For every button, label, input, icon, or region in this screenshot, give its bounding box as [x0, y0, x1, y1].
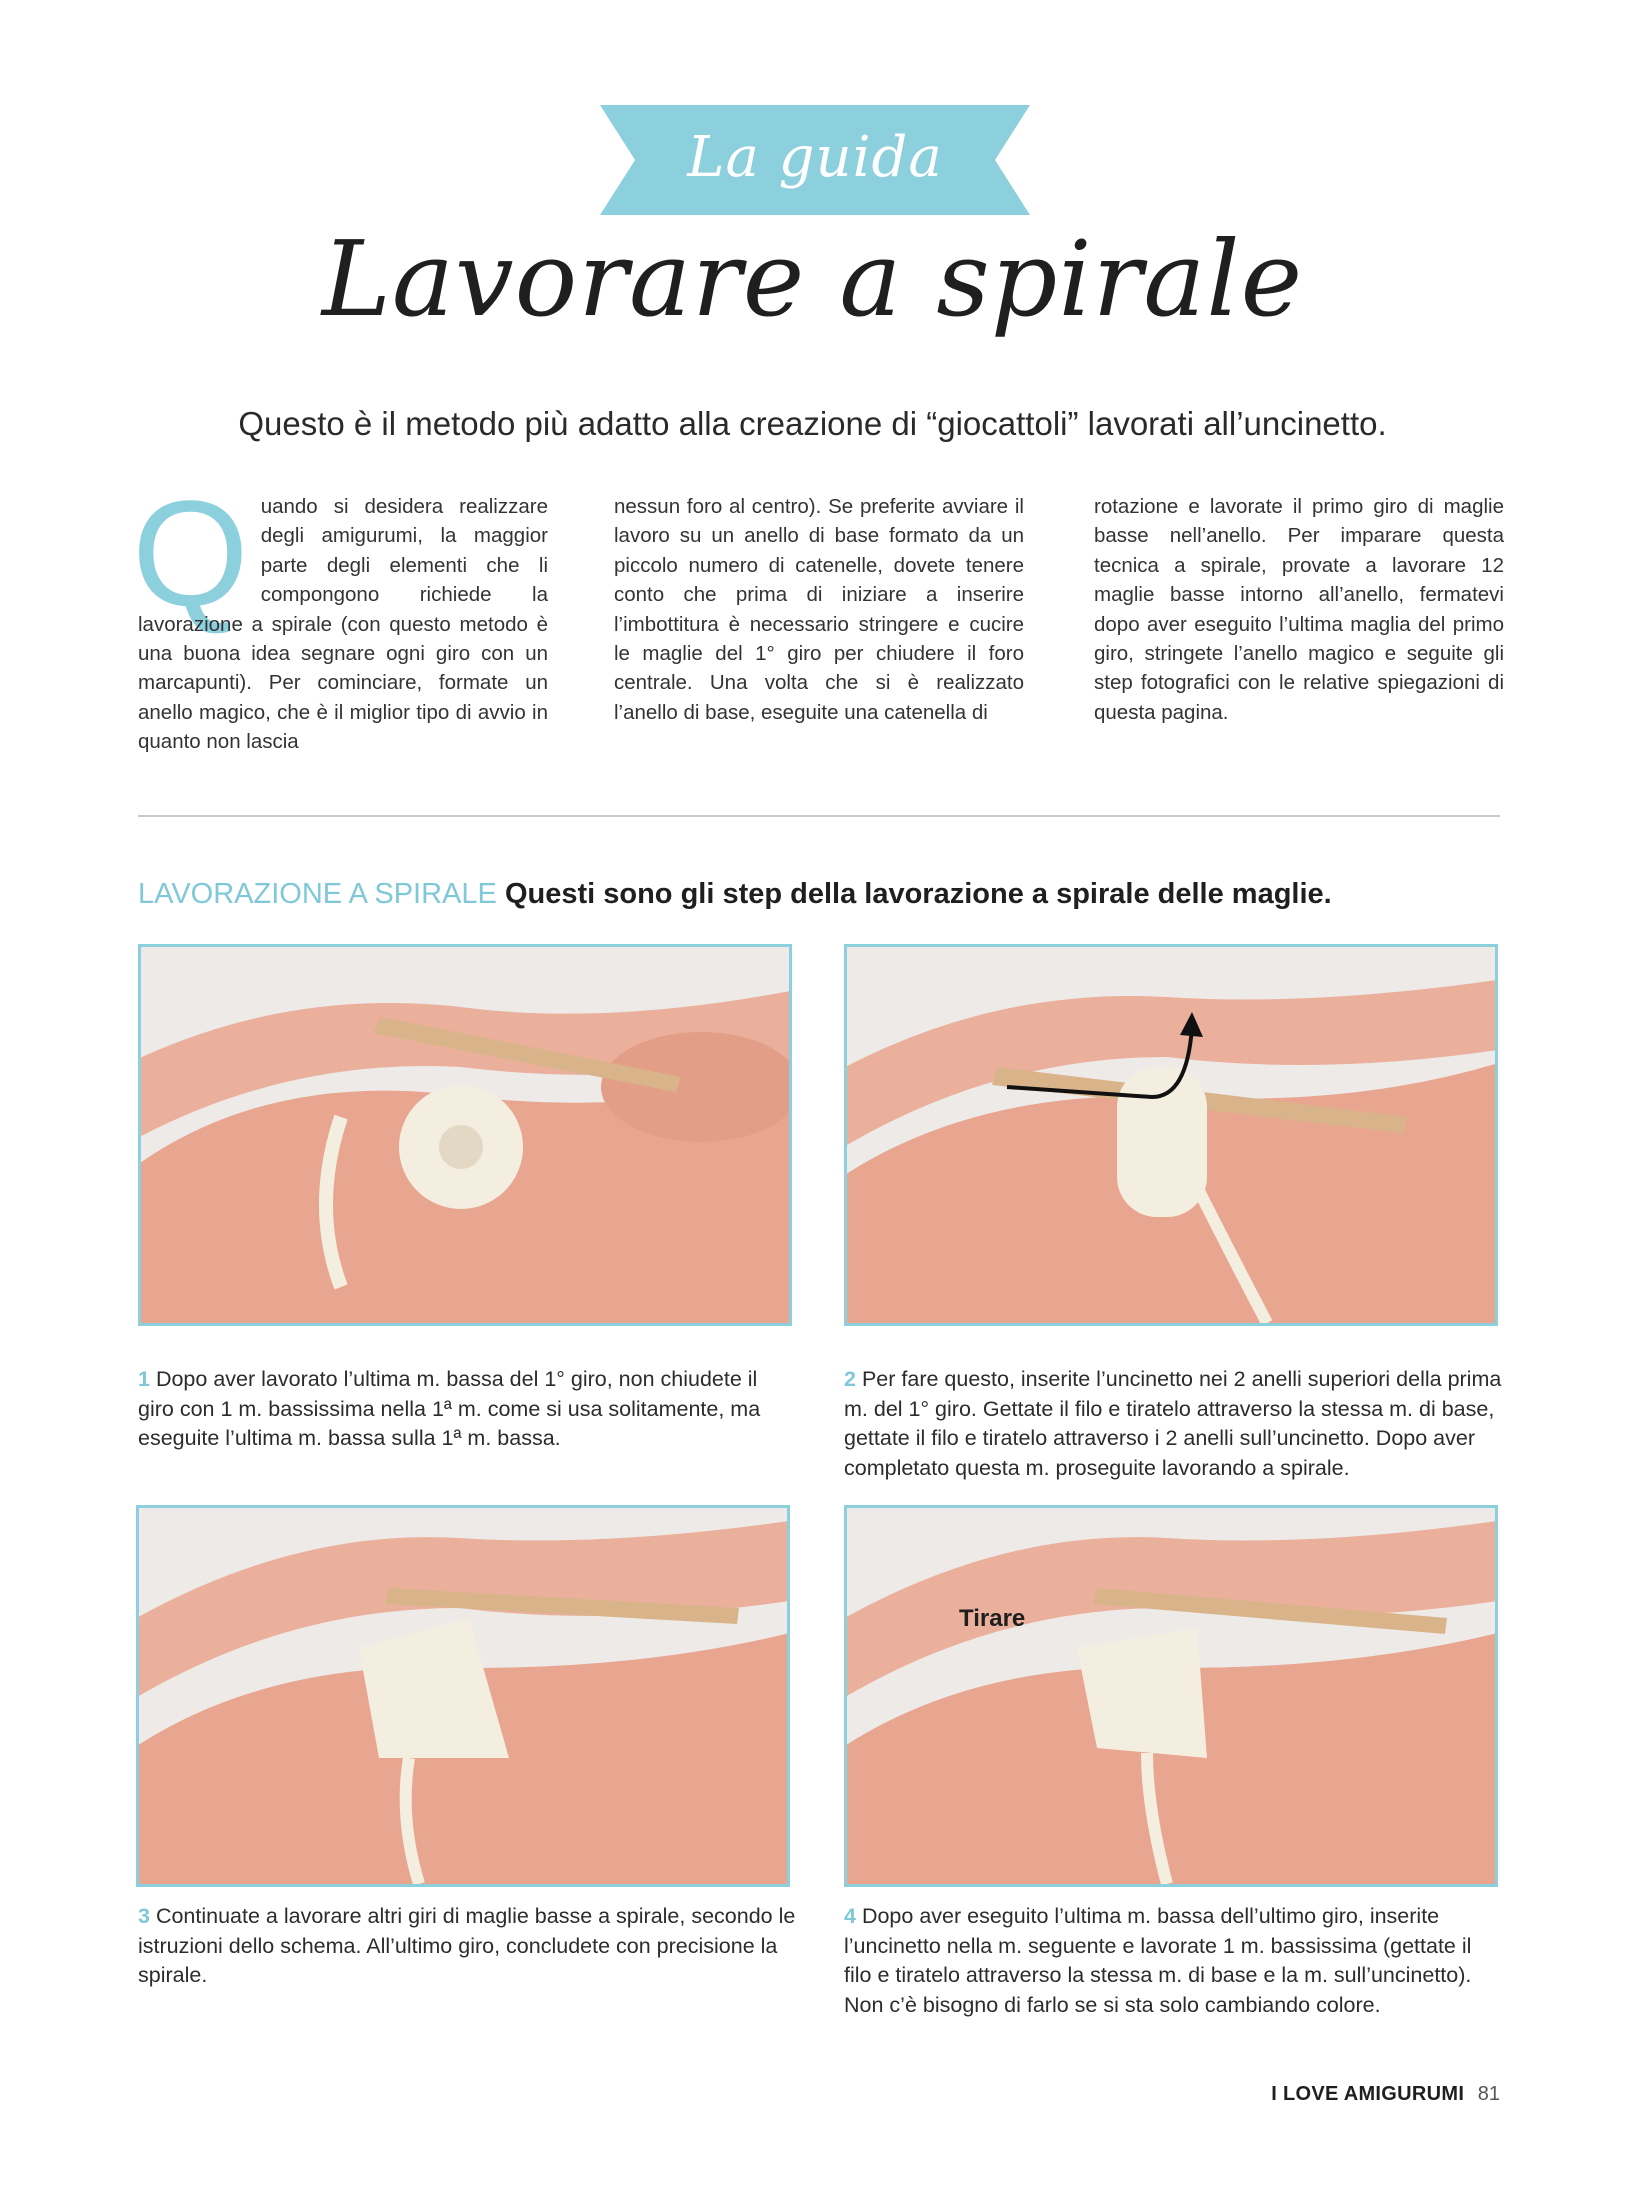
page-number: 81 [1477, 2083, 1500, 2105]
ribbon-text: La guida [687, 125, 943, 190]
step-number: 1 [138, 1367, 150, 1391]
drop-cap: Q [132, 469, 249, 637]
pull-annotation: Tirare [959, 1605, 1026, 1632]
step-3-caption [138, 1902, 798, 1991]
section-divider [138, 815, 1500, 817]
intro-text-1: uando si desidera realizzare degli amigurumi, la maggior parte degli elementi che li compongono richiede la lavorazione a spirale (con questo metodo è una buona idea segnare ogni giro con un marcapunti). Per cominciare, formate un anello magico, che è il miglior tipo di avvio in quanto non lascia [138, 495, 548, 754]
magazine-name: I LOVE AMIGURUMI [1271, 2083, 1465, 2105]
intro-column-3: rotazione e lavorate il primo giro di maglie basse nell’anello. Per imparare questa tecnica a spirale, provate a lavorare 12 maglie basse intorno all’anello, fermatevi dopo aver eseguito l’ultima maglia del primo giro, stringete l’anello magico e seguite gli step fotografici con le relative spiegazioni di questa pagina. [1094, 495, 1504, 724]
page-footer [1271, 2083, 1500, 2106]
step-number: 3 [138, 1904, 150, 1928]
intro-column-1 [132, 469, 548, 757]
step-text: Dopo aver eseguito l’ultima m. bassa dell’ultimo giro, inserite l’uncinetto nella m. seguente e lavorate 1 m. bassissima (gettate il filo e tiratelo attraverso la stessa m. di base e la m. sull’uncinetto). Non c’è bisogno di farlo se si sta solo cambiando colore. [844, 1904, 1472, 2017]
step-3-photo [136, 1505, 790, 1887]
page-subtitle: Questo è il metodo più adatto alla creazione di “giocattoli” lavorati all’uncinetto. [238, 405, 1387, 442]
step-4-caption [844, 1902, 1504, 2020]
step-number: 4 [844, 1904, 856, 1928]
step-2-caption [844, 1365, 1504, 1483]
step-number: 2 [844, 1367, 856, 1391]
step-text: Per fare questo, inserite l’uncinetto nei 2 anelli superiori della prima m. del 1° giro. Gettate il filo e tiratelo attraverso la stessa m. di base, gettate il filo e tiratelo attraverso i 2 anelli sull’uncinetto. Dopo aver completato questa m. proseguite lavorando a spirale. [844, 1367, 1502, 1480]
section-label: LAVORAZIONE A SPIRALE [138, 878, 497, 910]
step-4-photo [844, 1505, 1498, 1887]
step-1-photo [138, 944, 792, 1326]
step-1-caption [138, 1365, 798, 1454]
step-text: Dopo aver lavorato l’ultima m. bassa del 1° giro, non chiudete il giro con 1 m. bassissima nella 1ª m. come si usa solitamente, ma eseguite l’ultima m. bassa sulla 1ª m. bassa. [138, 1367, 761, 1450]
page-title: Lavorare a spirale [321, 218, 1304, 340]
section-description: Questi sono gli step della lavorazione a spirale delle maglie. [504, 878, 1332, 910]
intro-column-2: nessun foro al centro). Se preferite avviare il lavoro su un anello di base formato da un piccolo numero di catenelle, dovete tenere conto che prima di iniziare a inserire l’imbottitura è necessario stringere e cucire le maglie del 1° giro per chiudere il foro centrale. Una volta che si è realizzato l’anello di base, eseguite una catenella di [614, 495, 1024, 724]
step-text: Continuate a lavorare altri giri di maglie basse a spirale, secondo le istruzioni dello schema. All’ultimo giro, concludete con precisione la spirale. [138, 1904, 796, 1987]
section-heading [138, 878, 1332, 911]
step-2-photo [844, 944, 1498, 1326]
